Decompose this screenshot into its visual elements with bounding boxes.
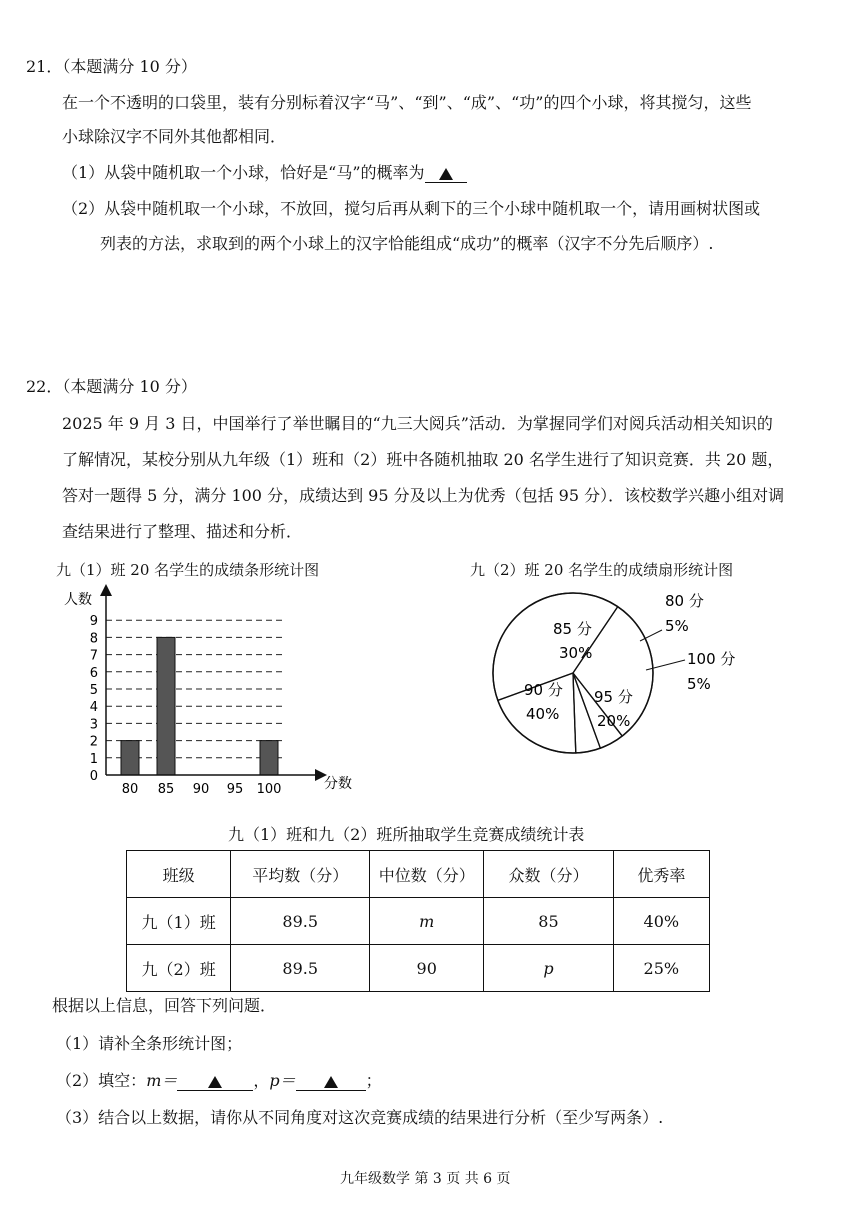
table-header: 中位数（分）: [370, 851, 484, 898]
table-header: 平均数（分）: [231, 851, 370, 898]
table-cell: p: [484, 945, 613, 992]
q21-part1: [62, 160, 467, 183]
y-axis-label: 人数: [64, 592, 92, 608]
pie-label-80: 80 分: [665, 592, 704, 610]
x-tick-label: 90: [192, 782, 210, 797]
pie-value-85: 30%: [559, 644, 593, 662]
table-row: [127, 898, 710, 945]
y-tick-label: 1: [89, 751, 98, 767]
x-axis-label: 分数: [324, 776, 352, 792]
sub2-prefix: （2）填空：: [56, 1071, 147, 1090]
answer-blank[interactable]: [425, 163, 467, 183]
q22-after-text: 根据以上信息，回答下列问题．: [52, 996, 277, 1015]
y-tick-label: 5: [89, 683, 98, 698]
bar: [121, 741, 139, 775]
q22-sub1: （1）请补全条形统计图；: [56, 1034, 243, 1053]
table-title: 九（1）班和九（2）班所抽取学生竞赛成绩统计表: [228, 825, 585, 844]
table-cell: 九（1）班: [127, 898, 231, 945]
q21-part2-line2: 列表的方法，求取到的两个小球上的汉字恰能组成“成功”的概率（汉字不分先后顺序）.: [100, 234, 714, 253]
q21-intro-line1: 在一个不透明的口袋里，装有分别标着汉字“马”、“到”、“成”、“功”的四个小球，将其搅匀，这些: [62, 93, 752, 112]
q22-intro-line4: 查结果进行了整理、描述和分析．: [62, 522, 303, 541]
sub2-end: ；: [365, 1071, 382, 1090]
y-tick-label: 9: [89, 614, 98, 630]
pie-label-100: 100 分: [687, 650, 736, 668]
triangle-icon: [439, 168, 453, 180]
table-cell: 85: [484, 898, 613, 945]
y-tick-label: 3: [89, 717, 98, 733]
y-tick-label: 8: [89, 631, 98, 647]
bar: [157, 637, 175, 775]
bar-chart: [56, 582, 366, 802]
pie-label-85: 85 分: [553, 620, 592, 638]
y-tick-label: 2: [89, 734, 98, 750]
table-header: 众数（分）: [484, 851, 613, 898]
y-tick-label: 6: [89, 665, 98, 681]
q21-intro-line2: 小球除汉字不同外其他都相同．: [62, 127, 287, 146]
pie-value-90: 40%: [526, 705, 560, 723]
table-row: [127, 945, 710, 992]
pie-chart: [480, 586, 750, 761]
q22-sub3: （3）结合以上数据，请你从不同角度对这次竞赛成绩的结果进行分析（至少写两条）.: [56, 1108, 664, 1127]
sub2-separator: ，: [253, 1071, 270, 1090]
triangle-icon: [324, 1076, 338, 1088]
pie-value-80: 5%: [665, 617, 689, 635]
q21-heading: 21．（本题满分 10 分）: [26, 57, 197, 76]
pie-label-95: 95 分: [594, 688, 633, 706]
table-header: 班级: [127, 851, 231, 898]
m-label: m＝: [146, 1071, 178, 1090]
x-tick-label: 95: [226, 782, 244, 797]
table-header-row: [127, 851, 710, 898]
page-footer: 九年级数学 第 3 页 共 6 页: [340, 1171, 511, 1187]
pie-label-90: 90 分: [524, 681, 563, 699]
q22-sub2: [56, 1068, 382, 1091]
x-tick-label: 80: [121, 782, 139, 797]
table-cell: 40%: [613, 898, 709, 945]
q21-part1-text: （1）从袋中随机取一个小球，恰好是“马”的概率为: [62, 163, 425, 182]
stats-table: [126, 850, 710, 992]
p-answer-blank[interactable]: [296, 1071, 366, 1091]
table-cell: 25%: [613, 945, 709, 992]
q22-intro-line3: 答对一题得 5 分，满分 100 分，成绩达到 95 分及以上为优秀（包括 95 分）．该校数学兴趣小组对调: [62, 486, 785, 505]
q21-part2-line1: （2）从袋中随机取一个小球，不放回，搅匀后再从剩下的三个小球中随机取一个，请用画树状图或: [62, 199, 761, 218]
bar: [260, 741, 278, 775]
table-header: 优秀率: [613, 851, 709, 898]
pie-value-100: 5%: [687, 675, 711, 693]
p-label: p＝: [269, 1071, 296, 1090]
table-cell: 九（2）班: [127, 945, 231, 992]
pie-value-95: 20%: [597, 712, 631, 730]
table-cell: 89.5: [231, 945, 370, 992]
table-cell: 90: [370, 945, 484, 992]
table-cell: m: [370, 898, 484, 945]
y-tick-label: 7: [89, 648, 98, 664]
m-answer-blank[interactable]: [177, 1071, 253, 1091]
x-tick-label: 85: [157, 782, 175, 797]
pie-chart-title: 九（2）班 20 名学生的成绩扇形统计图: [470, 561, 734, 579]
triangle-icon: [208, 1076, 222, 1088]
q22-intro-line2: 了解情况，某校分别从九年级（1）班和（2）班中各随机抽取 20 名学生进行了知识竞赛．共 20 题，: [62, 450, 784, 469]
y-tick-label: 4: [89, 700, 98, 716]
table-cell: 89.5: [231, 898, 370, 945]
y-tick-label: 0: [89, 769, 98, 784]
q22-heading: 22．（本题满分 10 分）: [26, 377, 197, 396]
bar-chart-title: 九（1）班 20 名学生的成绩条形统计图: [56, 561, 320, 579]
q22-intro-line1: 2025 年 9 月 3 日，中国举行了举世瞩目的“九三大阅兵”活动．为掌握同学们对阅兵活动相关知识的: [62, 414, 773, 433]
x-tick-label: 100: [256, 782, 282, 797]
